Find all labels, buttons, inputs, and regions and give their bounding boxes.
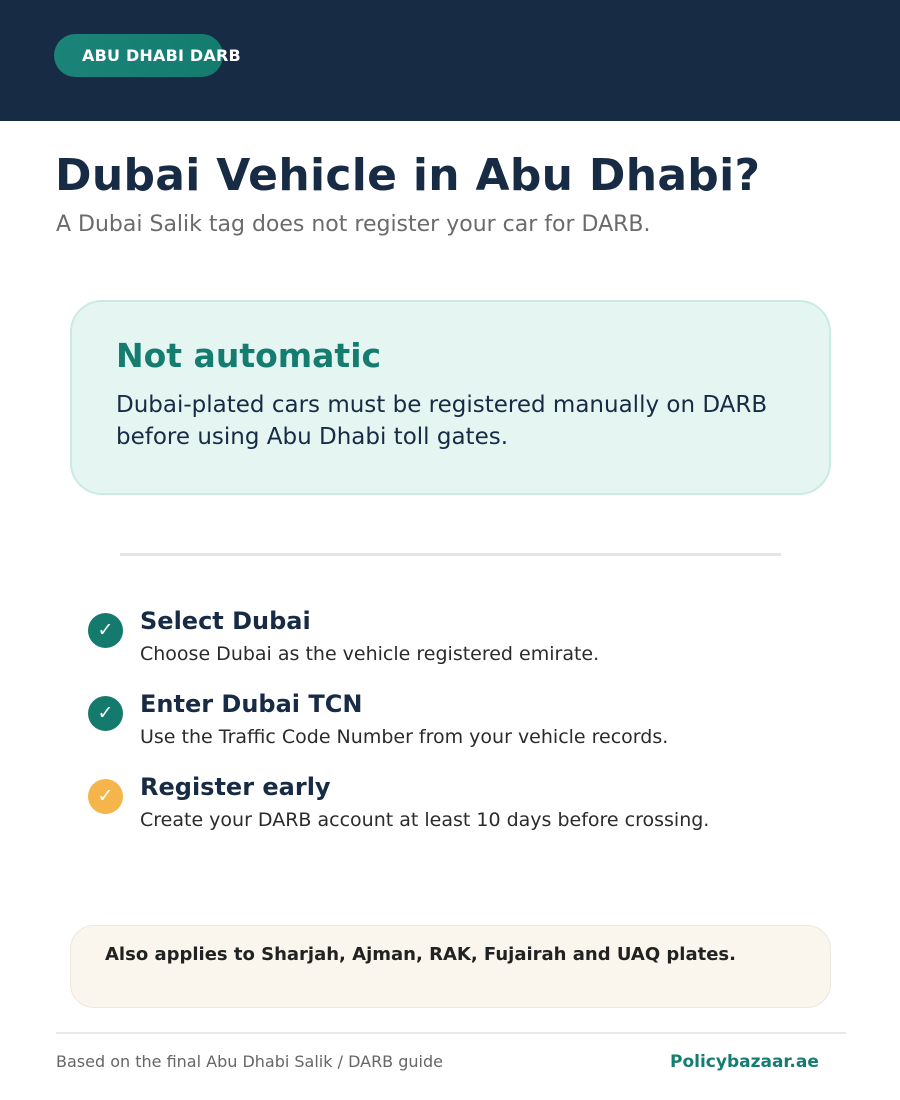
applies-note bbox=[70, 925, 831, 1008]
step-description: Create your DARB account at least 10 days before crossing. bbox=[140, 809, 710, 831]
check-icon: ✓ bbox=[88, 696, 123, 731]
step-description: Use the Traffic Code Number from your vehicle records. bbox=[140, 726, 669, 748]
page-title: Dubai Vehicle in Abu Dhabi? bbox=[55, 150, 761, 201]
step-title: Register early bbox=[140, 773, 331, 801]
step-description: Choose Dubai as the vehicle registered emirate. bbox=[140, 643, 600, 665]
step-title: Select Dubai bbox=[140, 607, 311, 635]
footer-brand: Policybazaar.ae bbox=[670, 1052, 819, 1072]
check-icon: ✓ bbox=[88, 779, 123, 814]
category-badge: ABU DHABI DARB bbox=[54, 34, 223, 77]
footer-source: Based on the final Abu Dhabi Salik / DARB guide bbox=[56, 1052, 443, 1071]
callout-title: Not automatic bbox=[116, 336, 382, 375]
step-item-register-early bbox=[88, 773, 808, 849]
footer-divider bbox=[56, 1032, 846, 1034]
callout-body: Dubai-plated cars must be registered manually on DARB before using Abu Dhabi toll gates. bbox=[116, 392, 768, 450]
section-divider bbox=[120, 553, 781, 556]
step-item-enter-tcn bbox=[88, 690, 808, 766]
page-subtitle: A Dubai Salik tag does not register your car for DARB. bbox=[56, 212, 651, 237]
note-text: Also applies to Sharjah, Ajman, RAK, Fujairah and UAQ plates. bbox=[105, 944, 736, 965]
step-title: Enter Dubai TCN bbox=[140, 690, 363, 718]
header-bar bbox=[0, 0, 900, 121]
step-item-select-dubai bbox=[88, 607, 808, 683]
check-icon: ✓ bbox=[88, 613, 123, 648]
info-callout bbox=[70, 300, 831, 495]
